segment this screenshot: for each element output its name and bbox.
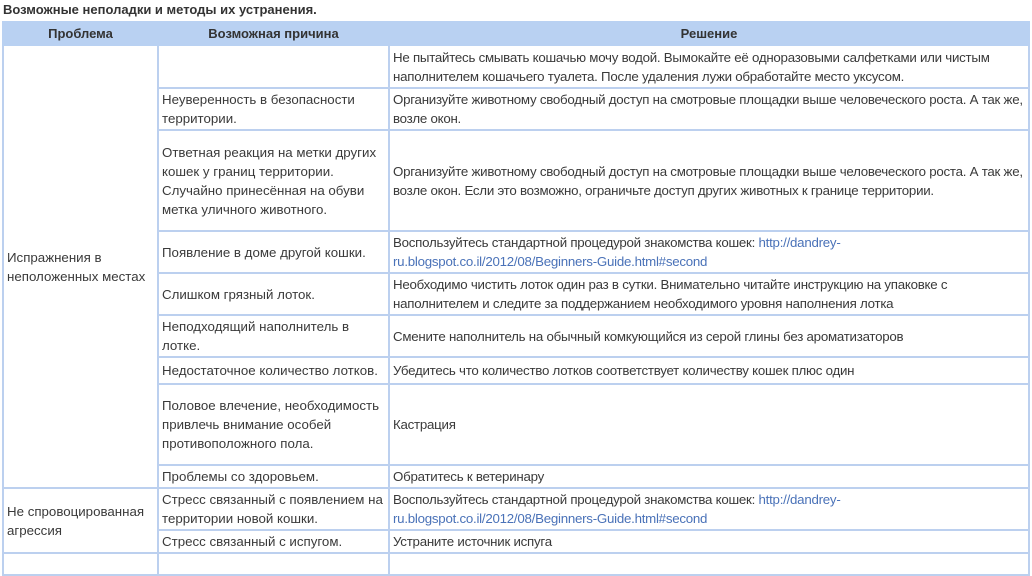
cause-cell: Неподходящий наполнитель в лотке.	[158, 315, 389, 357]
troubleshooting-table	[2, 21, 1030, 576]
solution-text: Воспользуйтесь стандартной процедурой знакомства кошек:	[393, 492, 759, 507]
table-row	[3, 553, 1029, 575]
header-problem: Проблема	[3, 22, 158, 45]
solution-cell	[389, 273, 1029, 315]
solution-cell	[389, 88, 1029, 130]
page-title: Возможные неполадки и методы их устранения.	[3, 2, 317, 17]
cause-cell: Ответная реакция на метки других кошек у границ территории. Случайно принесённая на обуви метка уличного животного.	[158, 130, 389, 231]
solution-text: Кастрация	[393, 417, 456, 432]
table-row	[3, 45, 1029, 88]
cause-cell: Слишком грязный лоток.	[158, 273, 389, 315]
solution-cell	[389, 384, 1029, 465]
problem-cell: Не спровоцированная агрессия	[3, 488, 158, 553]
solution-text: Обратитесь к ветеринару	[393, 469, 545, 484]
header-cause: Возможная причина	[158, 22, 389, 45]
solution-text: Организуйте животному свободный доступ на смотровые площадки выше человеческого роста. А так же, возле окон.	[393, 92, 1023, 126]
cause-cell: Половое влечение, необходимость привлечь внимание особей противоположного пола.	[158, 384, 389, 465]
header-solution: Решение	[389, 22, 1029, 45]
solution-text: Воспользуйтесь стандартной процедурой знакомства кошек:	[393, 235, 759, 250]
solution-cell	[389, 530, 1029, 553]
cause-cell: Недостаточное количество лотков.	[158, 357, 389, 384]
guide-link[interactable]: http://dandrey-ru.blogspot.co.il/2012/08/Beginners-Guide.html#second	[393, 235, 841, 269]
solution-text: Необходимо чистить лоток один раз в сутки. Внимательно читайте инструкцию на упаковке с наполнителем и следите за поддержанием необходимого уровня наполнения лотка	[393, 277, 948, 311]
problem-cell: Испражнения в неположенных местах	[3, 45, 158, 488]
solution-cell	[389, 488, 1029, 530]
solution-text: Не пытайтесь смывать кошачью мочу водой. Вымокайте её одноразовыми салфетками или чистым наполнителем кошачьего туалета. После удаления лужи обработайте место уксусом.	[393, 49, 990, 84]
solution-cell	[389, 130, 1029, 231]
empty-cell	[389, 553, 1029, 575]
cause-cell: Неуверенность в безопасности территории.	[158, 88, 389, 130]
solution-text: Организуйте животному свободный доступ на смотровые площадки выше человеческого роста. А так же, возле окон. Если это возможно, ограничьте доступ других животных к границе территории.	[393, 163, 1023, 198]
solution-cell	[389, 45, 1029, 88]
empty-cell	[3, 553, 158, 575]
solution-cell	[389, 231, 1029, 273]
solution-cell	[389, 315, 1029, 357]
cause-cell: Проблемы со здоровьем.	[158, 465, 389, 488]
table-header-row	[3, 22, 1029, 45]
solution-cell	[389, 357, 1029, 384]
guide-link[interactable]: http://dandrey-ru.blogspot.co.il/2012/08/Beginners-Guide.html#second	[393, 492, 841, 526]
solution-text: Убедитесь что количество лотков соответствует количеству кошек плюс один	[393, 363, 855, 378]
cause-cell: Появление в доме другой кошки.	[158, 231, 389, 273]
cause-cell: Стресс связанный с появлением на территории новой кошки.	[158, 488, 389, 530]
cause-cell	[158, 45, 389, 88]
cause-cell: Стресс связанный с испугом.	[158, 530, 389, 553]
solution-cell	[389, 465, 1029, 488]
empty-cell	[158, 553, 389, 575]
table-row	[3, 488, 1029, 530]
table-body	[3, 45, 1029, 575]
solution-text: Устраните источник испуга	[393, 534, 552, 549]
solution-text: Смените наполнитель на обычный комкующийся из серой глины без ароматизаторов	[393, 328, 904, 344]
